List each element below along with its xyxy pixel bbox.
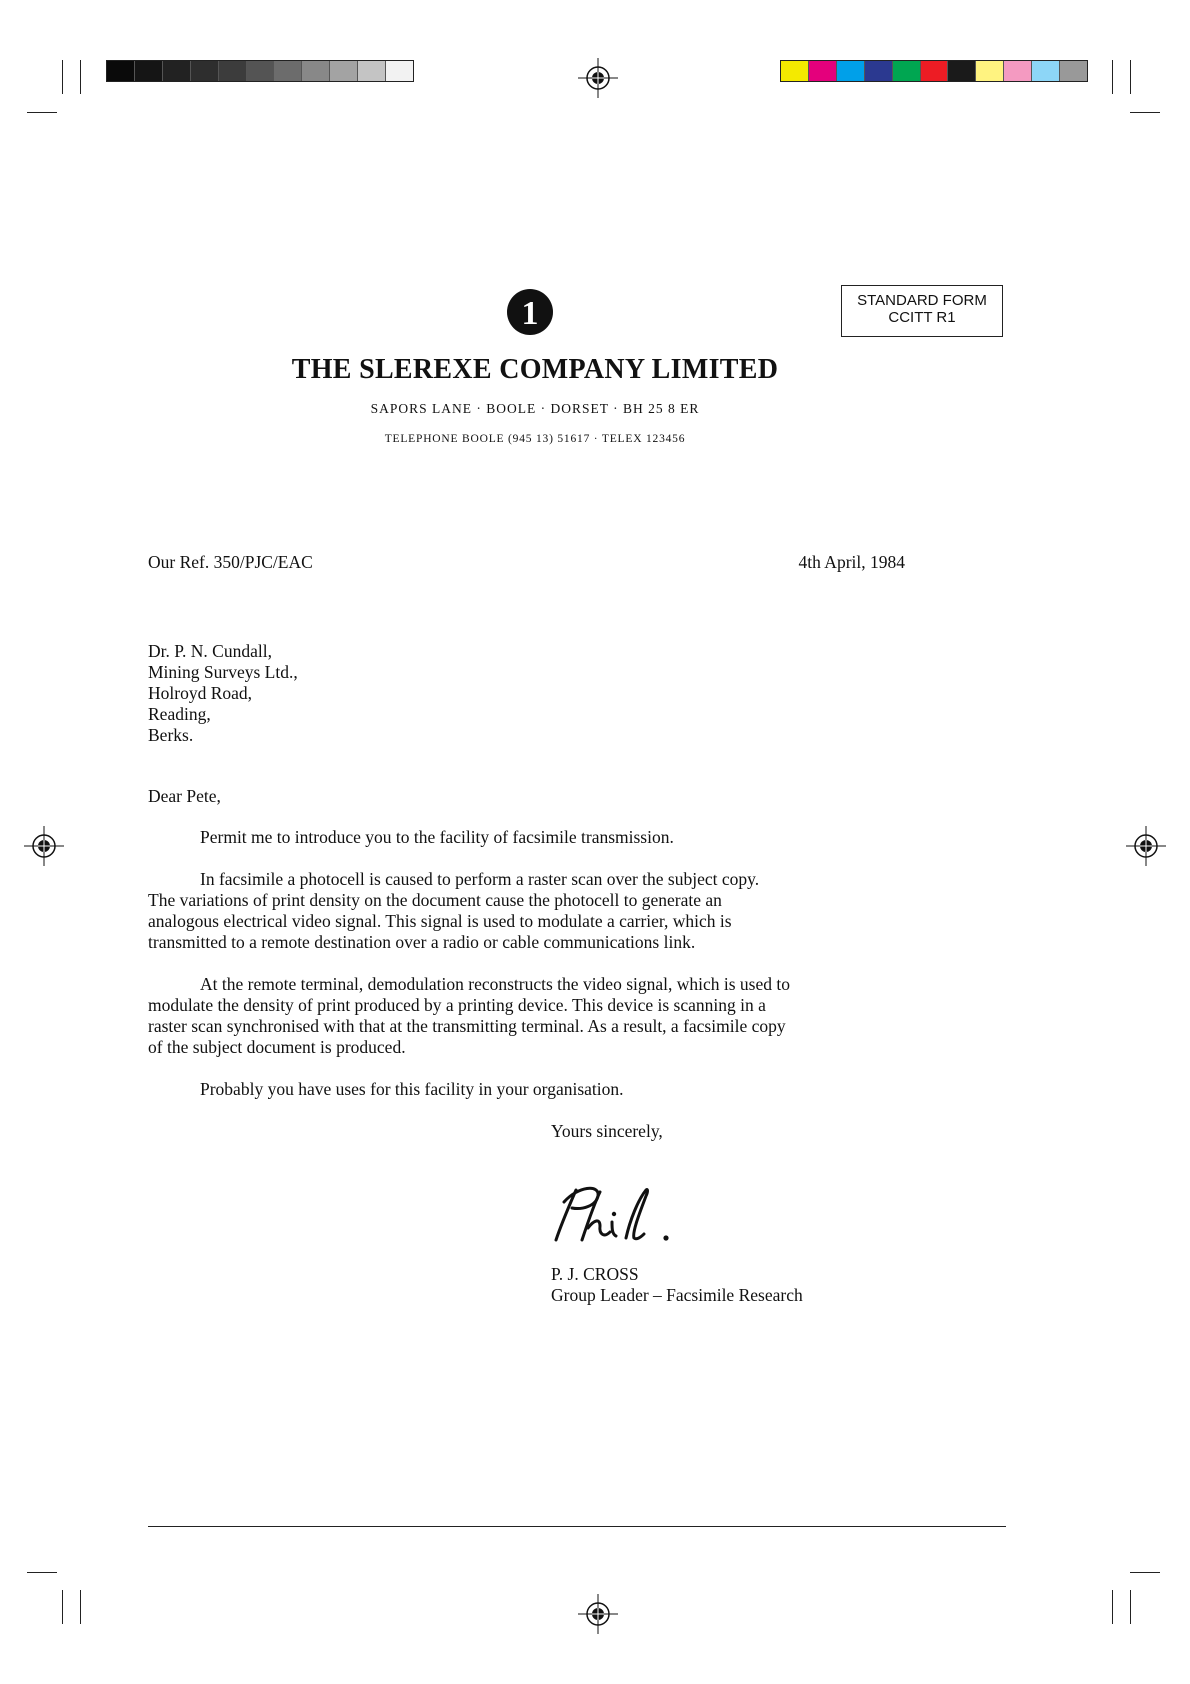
crop-mark	[1112, 1590, 1113, 1624]
calibration-swatch	[386, 61, 413, 81]
signer-block	[551, 1264, 803, 1306]
recipient-line: Berks.	[148, 725, 194, 745]
salutation: Dear Pete,	[148, 786, 221, 806]
recipient-line: Reading,	[148, 704, 211, 724]
calibration-swatch	[191, 61, 219, 81]
calibration-swatch	[837, 61, 865, 81]
recipient-line: Dr. P. N. Cundall,	[148, 641, 272, 661]
calibration-swatch	[135, 61, 163, 81]
calibration-swatch	[247, 61, 275, 81]
paragraph-4: Probably you have uses for this facility in your organisation.	[200, 1079, 624, 1099]
handwritten-signature	[548, 1182, 678, 1254]
crop-mark	[27, 112, 57, 113]
paragraph-line: The variations of print density on the document cause the photocell to generate an	[148, 890, 722, 910]
crop-mark	[62, 60, 63, 94]
recipient-line: Holroyd Road,	[148, 683, 253, 703]
paragraph-1: Permit me to introduce you to the facility of facsimile transmission.	[200, 827, 674, 847]
recipient-line: Mining Surveys Ltd.,	[148, 662, 298, 682]
registration-mark-icon	[578, 58, 618, 98]
calibration-swatch	[948, 61, 976, 81]
standard-form-box	[841, 285, 1003, 337]
calibration-swatch	[921, 61, 949, 81]
calibration-swatch	[163, 61, 191, 81]
calibration-swatch	[302, 61, 330, 81]
crop-mark	[27, 1572, 57, 1573]
company-logo-icon	[506, 288, 554, 336]
registration-mark-icon	[1126, 826, 1166, 866]
standard-form-label: STANDARD FORM	[857, 292, 987, 309]
signer-title: Group Leader – Facsimile Research	[551, 1285, 803, 1305]
company-name: THE SLEREXE COMPANY LIMITED	[291, 354, 779, 385]
our-reference: Our Ref. 350/PJC/EAC	[148, 552, 313, 572]
grayscale-calibration-strip	[106, 60, 414, 82]
paragraph-2	[148, 869, 908, 953]
company-telephone: TELEPHONE BOOLE (945 13) 51617 · TELEX 123456	[384, 433, 686, 445]
calibration-swatch	[1004, 61, 1032, 81]
registration-mark-icon	[24, 826, 64, 866]
calibration-swatch	[781, 61, 809, 81]
calibration-swatch	[107, 61, 135, 81]
crop-mark	[1112, 60, 1113, 94]
svg-text:1: 1	[521, 295, 539, 332]
registration-mark-icon	[578, 1594, 618, 1634]
paragraph-line: modulate the density of print produced by a printing device. This device is scanning in a	[148, 995, 766, 1015]
color-calibration-strip	[780, 60, 1088, 82]
crop-mark	[1130, 60, 1131, 94]
paragraph-line: analogous electrical video signal. This signal is used to modulate a carrier, which is	[148, 911, 732, 931]
letter-date: 4th April, 1984	[798, 552, 905, 572]
closing: Yours sincerely,	[551, 1121, 663, 1141]
paragraph-line: raster scan synchronised with that at the transmitting terminal. As a result, a facsimile copy	[148, 1016, 786, 1036]
crop-mark	[80, 60, 81, 94]
calibration-swatch	[358, 61, 386, 81]
paragraph-line: At the remote terminal, demodulation reconstructs the video signal, which is used to	[200, 974, 791, 994]
calibration-swatch	[274, 61, 302, 81]
recipient-address	[148, 641, 298, 746]
standard-form-code: CCITT R1	[888, 309, 956, 326]
company-address: SAPORS LANE · BOOLE · DORSET · BH 25 8 ER	[370, 401, 700, 416]
calibration-swatch	[976, 61, 1004, 81]
paragraph-line: of the subject document is produced.	[148, 1037, 406, 1057]
paragraph-line: transmitted to a remote destination over a radio or cable communications link.	[148, 932, 696, 952]
crop-mark	[62, 1590, 63, 1624]
calibration-swatch	[1060, 61, 1087, 81]
calibration-swatch	[1032, 61, 1060, 81]
crop-mark	[80, 1590, 81, 1624]
paragraph-3	[148, 974, 928, 1058]
calibration-swatch	[809, 61, 837, 81]
footer-rule	[148, 1526, 1006, 1527]
calibration-swatch	[330, 61, 358, 81]
crop-mark	[1130, 1572, 1160, 1573]
signer-name: P. J. CROSS	[551, 1264, 639, 1284]
crop-mark	[1130, 112, 1160, 113]
calibration-swatch	[893, 61, 921, 81]
crop-mark	[1130, 1590, 1131, 1624]
calibration-swatch	[865, 61, 893, 81]
calibration-swatch	[219, 61, 247, 81]
paragraph-line: In facsimile a photocell is caused to perform a raster scan over the subject copy.	[200, 869, 760, 889]
